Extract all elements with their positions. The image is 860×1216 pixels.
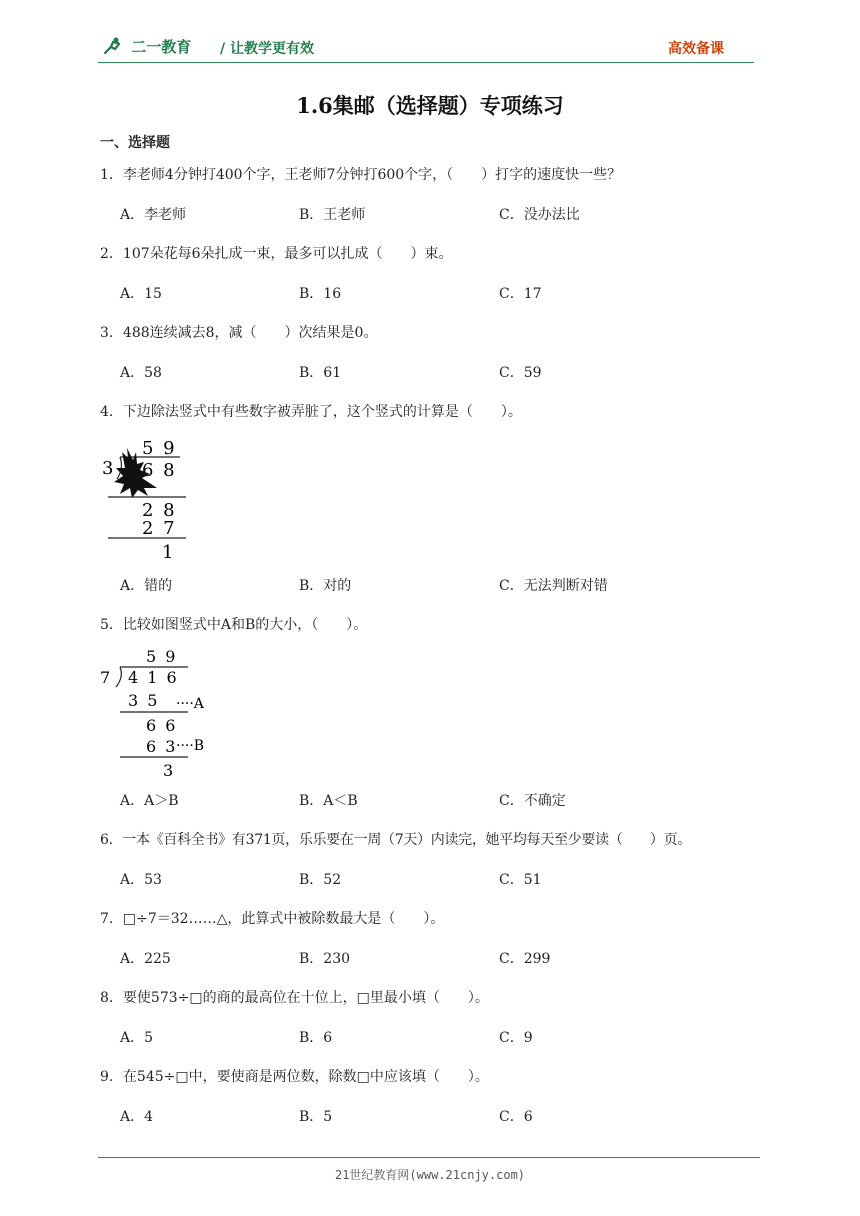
- division-figure-q4: [100, 436, 200, 564]
- q1-option-a: A．李老师: [120, 207, 187, 223]
- fig5-label-b: ····B: [176, 738, 205, 754]
- fig5-divisor: 7: [100, 668, 111, 687]
- logo-text: 二一教育: [131, 38, 192, 56]
- q6-option-b: B．52: [299, 872, 342, 888]
- fig5-step3: 6 3: [146, 737, 178, 756]
- fig5-step2: 6 6: [146, 716, 178, 735]
- question-4: 4．下边除法竖式中有些数字被弄脏了，这个竖式的计算是（ ）。: [100, 404, 522, 420]
- fig4-divisor: 3: [102, 458, 114, 479]
- q6-option-c: C．51: [499, 872, 542, 888]
- question-3: 3．488连续减去8，减（ ）次结果是0。: [100, 325, 378, 341]
- page-footer: 21世纪教育网(www.21cnjy.com): [334, 1168, 526, 1182]
- fig4-step1: 2 8: [142, 500, 177, 521]
- fig5-quotient: 5 9: [146, 647, 178, 666]
- runner-logo-icon: [102, 37, 124, 55]
- section-heading: 一、选择题: [100, 135, 170, 151]
- q9-option-b: B．5: [299, 1109, 333, 1125]
- fig4-quotient: 5 9: [142, 438, 177, 459]
- q9-option-c: C．6: [499, 1109, 533, 1125]
- q8-option-b: B．6: [299, 1030, 333, 1046]
- page-title: 1.6集邮（选择题）专项练习: [296, 93, 564, 118]
- q5-option-c: C．不确定: [499, 793, 566, 809]
- q7-option-a: A．225: [120, 951, 171, 967]
- q8-option-c: C．9: [499, 1030, 533, 1046]
- header-tag: 高效备课: [668, 41, 724, 57]
- q3-option-c: C．59: [499, 365, 542, 381]
- q4-option-c: C．无法判断对错: [499, 578, 608, 594]
- q2-option-c: C．17: [499, 286, 542, 302]
- q7-option-c: C．299: [499, 951, 551, 967]
- q2-option-b: B．16: [299, 286, 342, 302]
- question-6: 6．一本《百科全书》有371页，乐乐要在一周（7天）内读完，她平均每天至少要读（ ）页。: [100, 832, 692, 848]
- q1-option-c: C．没办法比: [499, 207, 580, 223]
- footer-divider: [98, 1157, 760, 1158]
- site-logo: [102, 36, 191, 57]
- question-5: 5．比较如图竖式中A和B的大小，（ ）。: [100, 617, 368, 633]
- q4-option-a: A．错的: [120, 578, 173, 594]
- q2-option-a: A．15: [120, 286, 162, 302]
- q3-option-a: A．58: [120, 365, 162, 381]
- question-8: 8．要使573÷□的商的最高位在十位上，□里最小填（ ）。: [100, 990, 489, 1006]
- q5-option-a: A．A＞B: [120, 793, 179, 809]
- q5-option-b: B．A＜B: [299, 793, 358, 809]
- q7-option-b: B．230: [299, 951, 351, 967]
- q9-option-a: A．4: [120, 1109, 154, 1125]
- division-figure-q5: [100, 645, 230, 785]
- fig4-step2: 2 7: [142, 518, 177, 539]
- q8-option-a: A．5: [120, 1030, 154, 1046]
- question-1: 1．李老师4分钟打400个字，王老师7分钟打600个字，（ ）打字的速度快一些？: [100, 167, 622, 183]
- fig5-step1: 3 5: [128, 691, 160, 710]
- fig5-dividend: 4 1 6: [128, 668, 179, 687]
- fig5-remainder: 3: [163, 761, 174, 780]
- fig5-label-a: ····A: [176, 696, 204, 712]
- header-slogan: / 让教学更有效: [220, 41, 314, 57]
- question-9: 9．在545÷□中，要使商是两位数，除数□中应该填（ ）。: [100, 1069, 489, 1085]
- question-7: 7．□÷7＝32……△，此算式中被除数最大是（ ）。: [100, 911, 445, 927]
- page-header: [98, 34, 754, 63]
- q6-option-a: A．53: [120, 872, 162, 888]
- q4-option-b: B．对的: [299, 578, 352, 594]
- question-2: 2．107朵花每6朵扎成一束，最多可以扎成（ ）束。: [100, 246, 453, 262]
- fig4-remainder: 1: [162, 542, 174, 563]
- fig4-dividend: 6 8: [142, 460, 177, 481]
- q3-option-b: B．61: [299, 365, 342, 381]
- q1-option-b: B．王老师: [299, 207, 366, 223]
